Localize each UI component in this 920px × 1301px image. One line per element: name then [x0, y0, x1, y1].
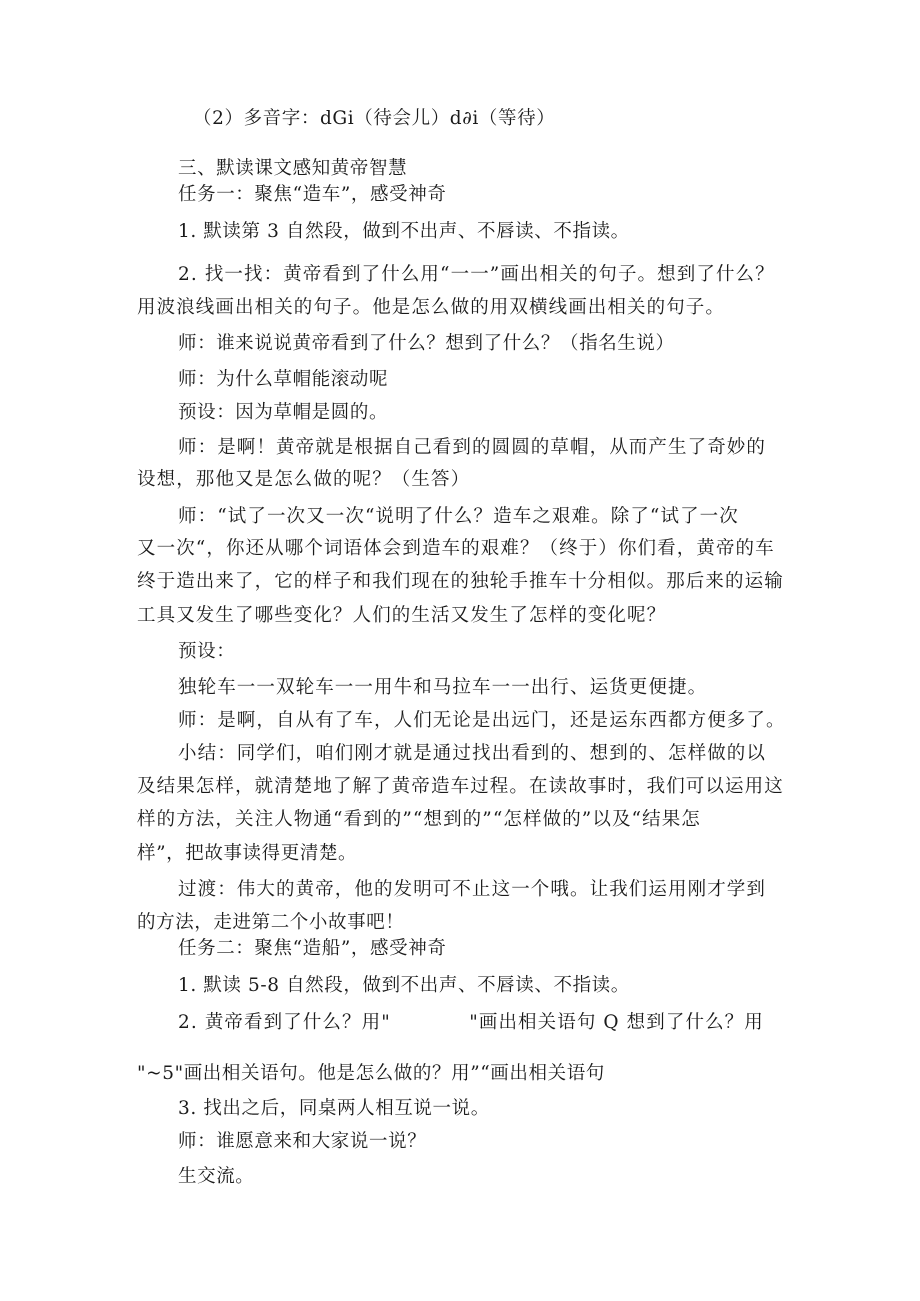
teacher-line-3-cont: 设想，那他又是怎么做的呢？（生答） [137, 469, 471, 490]
teacher-line-4: 师：“试了一次又一次“说明了什么？造车之艰难。除了“试了一次 [178, 506, 739, 527]
teacher-line-3: 师：是啊！黄帝就是根据自己看到的圆圆的草帽，从而产生了奇妙的 [178, 437, 767, 458]
task-one-heading: 任务一：聚焦“造车”，感受神奇 [178, 184, 447, 205]
transition-line-cont: 的方法，走进第二个小故事吧！ [137, 912, 405, 933]
task-one-step-1: 1. 默读第 3 自然段，做到不出声、不唇读、不指读。 [178, 221, 630, 242]
teacher-line-6: 师：谁愿意来和大家说一说？ [178, 1131, 427, 1152]
task-two-step-2-cont: "~5"画出相关语句。他是怎么做的？用”“画出相关语句 [137, 1063, 605, 1084]
teacher-line-4-cont-2: 终于造出来了，它的样子和我们现在的独轮手推车十分相似。那后来的运输 [137, 571, 784, 592]
teacher-line-4-cont-3: 工具又发生了哪些变化？人们的生活又发生了怎样的变化呢？ [137, 605, 667, 626]
transition-line: 过渡：伟大的黄帝，他的发明可不止这一个哦。让我们运用刚才学到 [178, 879, 767, 900]
section-heading-3: 三、默读课文感知黄帝智慧 [178, 158, 408, 179]
task-one-step-2-cont: 用波浪线画出相关的句子。他是怎么做的用双横线画出相关的句子。 [137, 297, 726, 318]
summary-line: 小结：同学们，咱们刚才就是通过找出看到的、想到的、怎样做的以 [178, 743, 767, 764]
summary-line-cont-1: 及结果怎样，就清楚地了解了黄帝造车过程。在读故事时，我们可以运用这 [137, 776, 784, 797]
task-two-heading: 任务二：聚焦“造船”，感受神奇 [178, 938, 447, 959]
polyphonic-line: （2）多音字：dGi（待会儿）d∂i（等待） [193, 108, 556, 129]
summary-line-cont-3: 样”，把故事读得更清楚。 [137, 843, 358, 864]
teacher-line-2: 师：为什么草帽能滚动呢 [178, 369, 389, 390]
teacher-line-5: 师：是啊，自从有了车，人们无论是出远门，还是运东西都方便多了。 [178, 710, 786, 731]
preset-line-1: 预设：因为草帽是圆的。 [178, 402, 389, 423]
summary-line-cont-2: 样的方法，关注人物通“看到的”“想到的”“怎样做的”以及“结果怎 [137, 809, 701, 830]
teacher-line-4-cont-1: 又一次“，你还从哪个词语体会到造车的艰难？（终于）你们看，黄帝的车 [137, 538, 775, 559]
task-one-step-2: 2. 找一找：黄帝看到了什么用“一一”画出相关的句子。想到了什么？ [178, 264, 775, 285]
task-two-step-1: 1. 默读 5-8 自然段，做到不出声、不唇读、不指读。 [178, 975, 630, 996]
student-exchange-line: 生交流。 [178, 1166, 255, 1187]
task-two-step-2: 2. 黄帝看到了什么？用" "画出相关语句 Q 想到了什么？用 [178, 1012, 764, 1033]
preset-line-2: 预设： [178, 641, 236, 662]
task-two-step-3: 3. 找出之后，同桌两人相互说一说。 [178, 1098, 490, 1119]
vehicle-evolution-line: 独轮车一一双轮车一一用牛和马拉车一一出行、运货更便捷。 [178, 677, 708, 698]
teacher-line-1: 师：谁来说说黄帝看到了什么？想到了什么？（指名生说） [178, 333, 675, 354]
